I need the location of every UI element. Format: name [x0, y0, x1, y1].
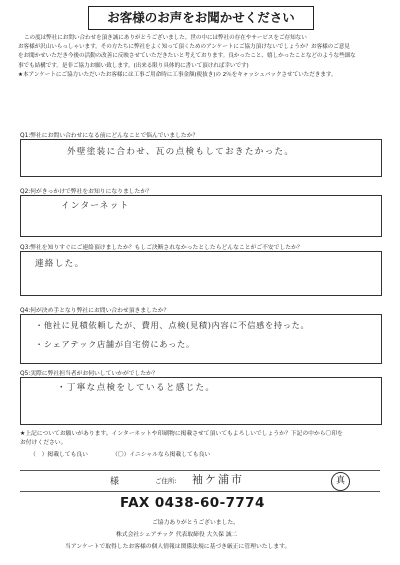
answer-box-4[interactable] [20, 314, 382, 364]
address-value: 袖ケ浦市 [192, 473, 244, 486]
answer-5-text: ・丁寧な点検をしていると感じた。 [57, 383, 216, 393]
answer-4-text-2: ・シェアテック店舗が自宅傍にあった。 [35, 339, 195, 349]
consent-question-cont: お付けください。 [20, 440, 67, 446]
answer-2-text: インターネット [61, 201, 130, 211]
intro-line: をお聞かせいただき今後の活動の改善に反映させていただきたいと考えております。良かったこと、嬉しかったことなどのような些細な [18, 53, 356, 60]
fax-number: FAX 0438-60-7774 [120, 495, 265, 511]
page-title: お客様のお声をお聞かせください [88, 6, 314, 30]
answer-1-text: 外壁塗装に合わせ、瓦の点検もしておきたかった。 [67, 147, 295, 157]
intro-line: この度は弊社にお問い合わせを頂き誠にありがとうございました。世の中には弊社の存在やサービスをご存知ない [24, 35, 307, 41]
intro-line: お客様が沢山いらっしゃいます。その方たちに弊社をよく知って頂くためのアンケートにご協力頂けないでしょうか？お客様のご意見 [18, 44, 350, 51]
intro-note: ★本アンケートにご協力いただいたお客様には工事ご用命時に工事金額(税抜き)の 2％をキャッシュバックさせていただきます。 [18, 71, 337, 78]
question-3-label: Q3:弊社を知りすぐにご連絡頂けましたか？もしご決断されなかったとしたらどんなことがご不安でしたか？ [20, 245, 303, 251]
divider [20, 491, 380, 492]
question-5-label: Q5:実際に弊社担当者がお伺いしていかがでしたか？ [20, 371, 158, 377]
answer-4-text-1: ・他社に見積依頼したが、費用、点検(見積)内容に不信感を持った。 [35, 320, 310, 330]
seal-stamp: 真 [331, 472, 350, 491]
consent-question: ★上記についてお願いがあります。インターネットや印刷物に掲載させて頂いてもよろしいでしょうか？下記の中から〇印を [20, 431, 343, 437]
answer-box-1[interactable] [20, 139, 382, 177]
intro-paragraph [18, 34, 384, 80]
answer-box-3[interactable] [20, 251, 382, 296]
consent-option-2[interactable]: （〇）イニシャルなら掲載しても良い [112, 452, 211, 458]
question-1-label: Q1:弊社にお問い合わせになる前にどんなことで悩んでいましたか？ [20, 133, 199, 139]
privacy-notice: 当アンケートで取得したお客様の個人情報は関係法規に基づき厳正に管理いたします。 [65, 544, 291, 550]
question-4-label: Q4:何が決め手となり弊社にお問い合わせ頂きましたか？ [20, 308, 170, 314]
answer-box-5[interactable] [20, 377, 382, 425]
answer-box-2[interactable] [20, 195, 382, 237]
intro-line: 事でも結構です。是非ご協力お願い致します。(出来る限り具体的に書いて頂ければ幸いです) [18, 62, 249, 69]
consent-option-1[interactable]: （ ）掲載しても良い [30, 452, 88, 458]
question-2-label: Q2:何がきっかけで弊社をお知りになりましたか？ [20, 189, 152, 195]
company-signature: 株式会社シェアテック 代表取締役 大久保 誠二 [116, 532, 238, 538]
answer-3-text: 連絡した。 [35, 259, 85, 269]
name-suffix: 様 [110, 477, 120, 487]
address-label: ご住所: [155, 477, 177, 485]
thanks-text: ご協力ありがとうございました。 [152, 520, 239, 526]
